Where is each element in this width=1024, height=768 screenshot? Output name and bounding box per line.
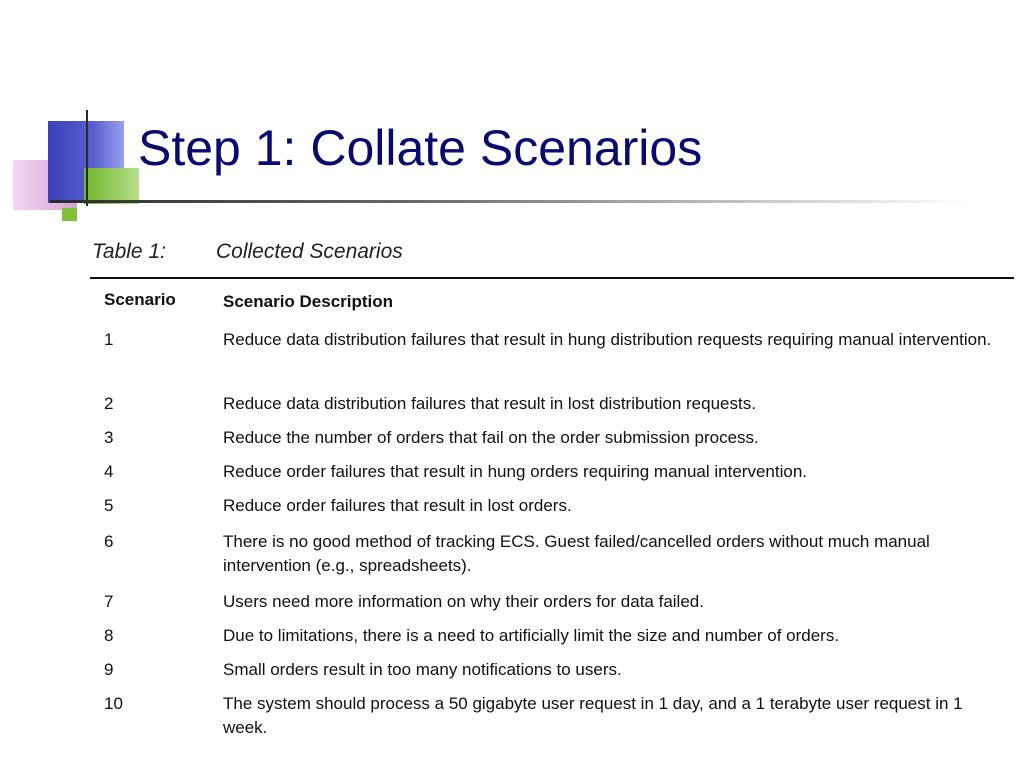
decor-vertical-line [86,110,88,206]
scenario-number: 2 [104,394,114,413]
scenario-description: Reduce data distribution failures that result in hung distribution requests requiring manual intervention. [223,330,992,349]
table-row [104,624,1009,654]
table-row [104,692,1009,744]
scenario-number: 4 [104,462,114,481]
scenario-description: Due to limitations, there is a need to artificially limit the size and number of orders. [223,626,840,645]
scenario-description: The system should process a 50 gigabyte user request in 1 day, and a 1 terabyte user request in 1 week. [223,694,963,737]
scenario-description: Reduce data distribution failures that result in lost distribution requests. [223,394,756,413]
table-caption-label: Table 1: [92,240,166,263]
table-top-rule [90,277,1014,279]
scenario-number: 6 [104,532,114,551]
header-scenario: Scenario [104,290,176,309]
scenario-number: 7 [104,592,114,611]
scenario-number: 9 [104,660,114,679]
table-row [104,494,1009,526]
table-row [104,658,1009,688]
table-row [104,392,1009,422]
table-caption [92,240,403,264]
scenario-number: 5 [104,496,114,515]
slide-title: Step 1: Collate Scenarios [138,120,703,176]
scenario-number: 3 [104,428,114,447]
table-row [104,590,1009,620]
scenario-number: 8 [104,626,114,645]
decor-small-green-square [62,208,77,221]
table-header-row [104,288,1009,324]
table-row [104,328,1009,388]
scenario-description: Reduce order failures that result in hung orders requiring manual intervention. [223,462,807,481]
table-row [104,426,1009,456]
scenario-description: Reduce order failures that result in lost orders. [223,496,572,515]
title-underline [50,200,970,203]
table-caption-title: Collected Scenarios [216,240,403,263]
header-description: Scenario Description [223,292,394,311]
scenarios-table [104,288,1009,744]
scenario-description: Users need more information on why their orders for data failed. [223,592,704,611]
decor-green-square [84,168,139,204]
scenario-description: Small orders result in too many notifications to users. [223,660,622,679]
table-row [104,530,1009,586]
table-row [104,460,1009,490]
scenario-description: Reduce the number of orders that fail on the order submission process. [223,428,759,447]
scenario-number: 10 [104,694,123,713]
scenario-number: 1 [104,330,114,349]
scenario-description: There is no good method of tracking ECS. Guest failed/cancelled orders without much manual intervention (e.g., spreadsheets). [223,532,930,575]
